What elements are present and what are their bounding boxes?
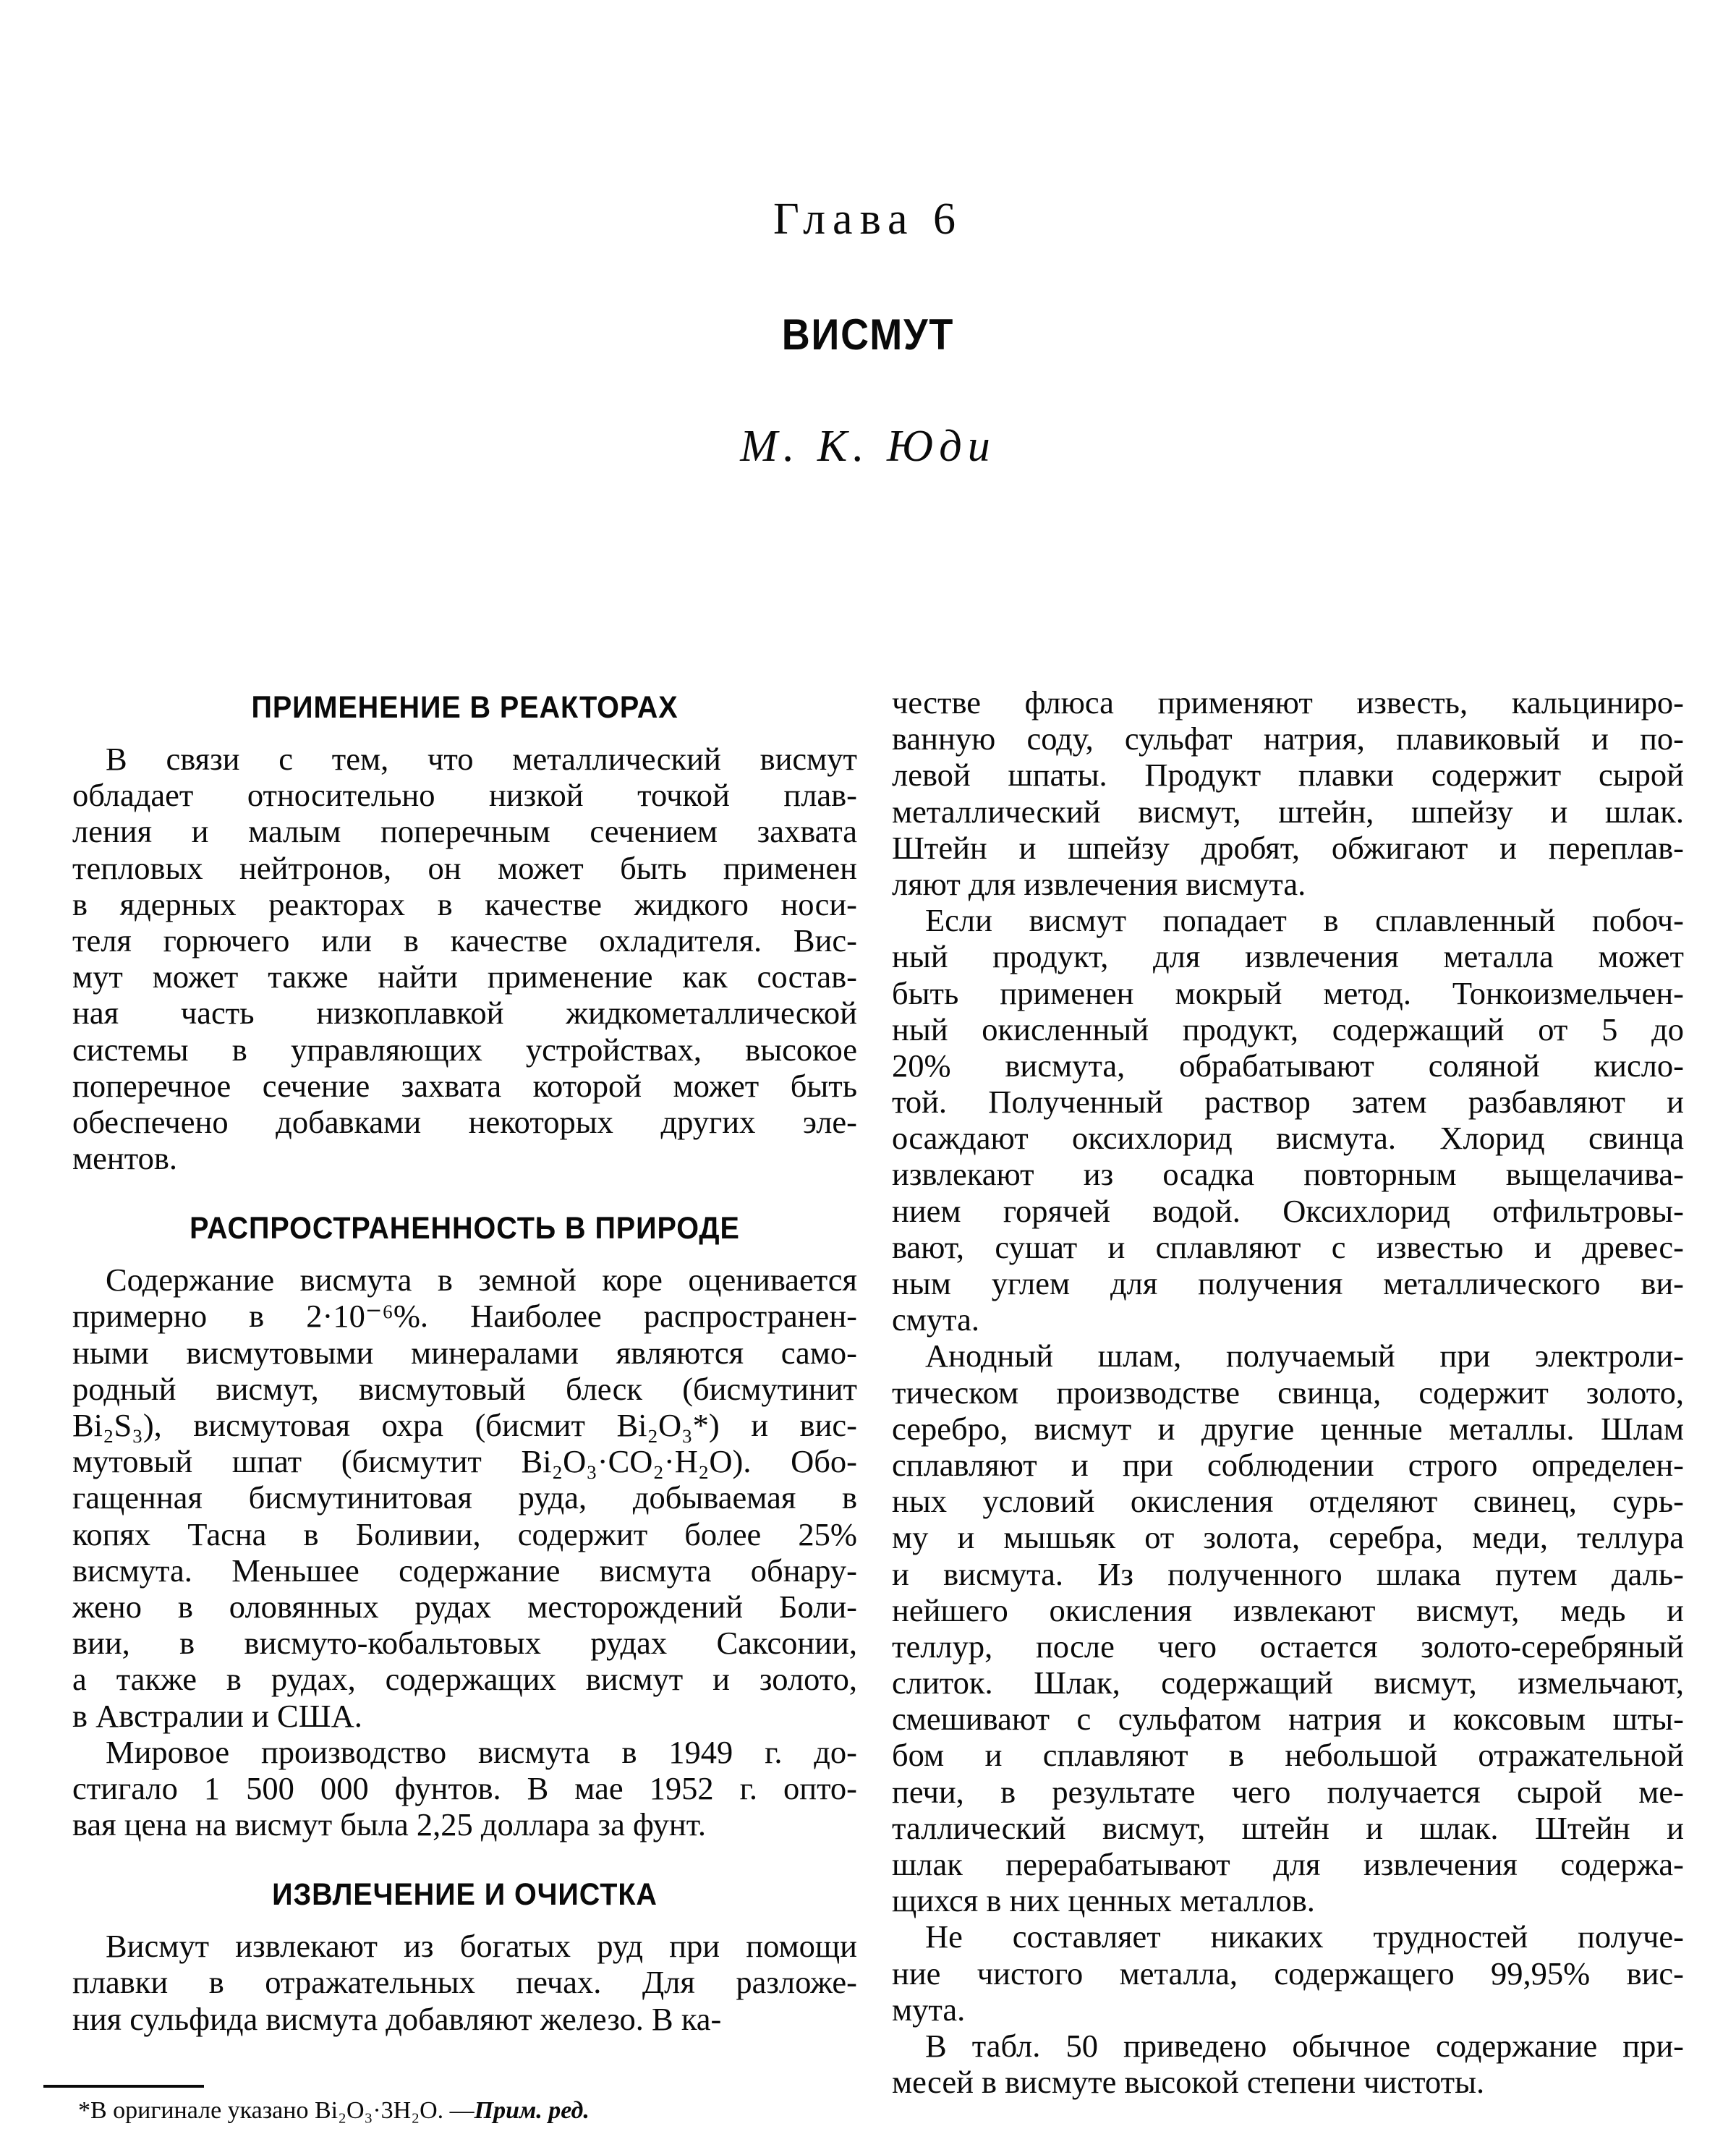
- text-line: тепловых нейтронов, он может быть применен: [72, 849, 857, 886]
- footnote-divider: [43, 2085, 204, 2088]
- chapter-author: М. К. Юди: [740, 422, 996, 471]
- text-line: печи, в результате чего получается сырой ме-: [892, 1773, 1684, 1810]
- text-line: Если висмут попадает в сплавленный побоч-: [925, 902, 1684, 939]
- section: [72, 684, 857, 1176]
- text-line: мут может также найти применение как состав-: [72, 958, 857, 995]
- text-line: примерно в 2·10⁻⁶%. Наиболее распространен-: [72, 1298, 857, 1335]
- paragraph: [72, 741, 857, 1176]
- text-line: Штейн и шпейзу дробят, обжигают и переплав-: [892, 829, 1684, 866]
- section-heading: ПРИМЕНЕНИЕ В РЕАКТОРАХ: [251, 690, 678, 725]
- paragraph: [72, 1734, 857, 1843]
- footnote-marker: *: [78, 2097, 90, 2124]
- section: [72, 1842, 857, 2037]
- text-line: жено в оловянных рудах месторождений Боли-: [72, 1588, 857, 1625]
- text-line: Не составляет никаких трудностей получе-: [925, 1918, 1684, 1955]
- paragraph: [892, 2028, 1684, 2100]
- footnote-editor-note: Прим. ред.: [474, 2097, 590, 2124]
- text-line: поперечное сечение захвата которой может быть: [72, 1067, 857, 1104]
- text-line: Bi₂S₃), висмутовая охра (бисмит Bi₂O₃*) и вис-: [72, 1407, 857, 1443]
- text-line: копях Тасна в Боливии, содержит более 25%: [72, 1516, 857, 1552]
- text-line: ления и малым поперечным сечением захвата: [72, 813, 857, 850]
- text-line: ный окисленный продукт, содержащий от 5 до: [892, 1011, 1684, 1047]
- text-line: осаждают оксихлорид висмута. Хлорид свинца: [892, 1120, 1684, 1157]
- text-line: плавки в отражательных печах. Для разложе-: [72, 1964, 857, 2001]
- section-spacer: [72, 1842, 857, 1871]
- text-line: В табл. 50 приведено обычное содержание при-: [925, 2027, 1684, 2064]
- text-line: честве флюса применяют известь, кальциниро-: [892, 684, 1684, 720]
- text-line: системы в управляющих устройствах, высокое: [72, 1031, 857, 1068]
- text-line: металлический висмут, штейн, шпейзу и шлак.: [892, 793, 1684, 830]
- footnote-text: В оригинале указано Bi₂O₃·3H₂O. —: [90, 2097, 475, 2124]
- section-spacer: [72, 1176, 857, 1205]
- paragraph: [72, 1262, 857, 1733]
- text-line: серебро, висмут и другие ценные металлы. Шлам: [892, 1410, 1684, 1447]
- heading-spacer: [72, 1251, 857, 1262]
- text-line: вая цена на висмут была 2,25 доллара за фунт.: [72, 1806, 706, 1843]
- text-line: сплавляют и при соблюдении строго определен-: [892, 1446, 1684, 1483]
- text-line: шлак перерабатывают для извлечения содержа-: [892, 1846, 1684, 1882]
- text-line: ным углем для получения металлического ви-: [892, 1265, 1684, 1301]
- text-line: вают, сушат и сплавляют с известью и древес-: [892, 1228, 1684, 1265]
- text-line: ванную соду, сульфат натрия, плавиковый и по-: [892, 720, 1684, 757]
- text-line: родный висмут, висмутовый блеск (бисмутинит: [72, 1370, 857, 1407]
- text-line: быть применен мокрый метод. Тонкоизмельчен-: [892, 974, 1684, 1011]
- paragraph: [892, 902, 1684, 1338]
- text-line: а также в рудах, содержащих висмут и золото,: [72, 1661, 857, 1698]
- section: [72, 1176, 857, 1842]
- text-line: бом и сплавляют в небольшой отражательной: [892, 1737, 1684, 1774]
- text-line: в Австралии и США.: [72, 1697, 362, 1734]
- text-line: гащенная бисмутинитовая руда, добываемая в: [72, 1479, 857, 1516]
- text-line: ментов.: [72, 1140, 177, 1177]
- text-line: смешивают с сульфатом натрия и коксовым шты-: [892, 1701, 1684, 1738]
- text-line: ние чистого металла, содержащего 99,95% вис-: [892, 1955, 1684, 1991]
- text-line: Содержание висмута в земной коре оценивается: [106, 1262, 857, 1298]
- text-line: нием горячей водой. Оксихлорид отфильтровы-: [892, 1192, 1684, 1229]
- paragraph: [72, 1928, 857, 2037]
- text-line: вии, в висмуто-кобальтовых рудах Саксонии,: [72, 1625, 857, 1662]
- text-line: Висмут извлекают из богатых руд при помощи: [106, 1928, 857, 1965]
- right-column: [892, 684, 1684, 2100]
- text-line: ных условий окисления отделяют свинец, сурь-: [892, 1483, 1684, 1520]
- text-line: му и мышьяк от золота, серебра, меди, теллура: [892, 1519, 1684, 1556]
- text-line: слиток. Шлак, содержащий висмут, измельчают,: [892, 1665, 1684, 1701]
- text-line: ными висмутовыми минералами являются само-: [72, 1334, 857, 1371]
- text-line: ния сульфида висмута добавляют железо. В ка-: [72, 2000, 722, 2037]
- chapter-title: ВИСМУТ: [781, 310, 955, 359]
- paragraph: [892, 1338, 1684, 1918]
- text-line: месей в висмуте высокой степени чистоты.: [892, 2064, 1485, 2101]
- text-line: ная часть низкоплавкой жидкометаллической: [72, 995, 857, 1032]
- text-line: тическом производстве свинца, содержит золото,: [892, 1374, 1684, 1411]
- paragraph: [892, 1918, 1684, 2028]
- text-line: смута.: [892, 1301, 980, 1338]
- section-heading: РАСПРОСТРАНЕННОСТЬ В ПРИРОДЕ: [190, 1211, 740, 1246]
- text-line: ный продукт, для извлечения металла может: [892, 938, 1684, 975]
- text-line: 20% висмута, обрабатывают соляной кисло-: [892, 1047, 1684, 1084]
- paragraph: [892, 684, 1684, 902]
- text-line: извлекают из осадка повторным выщелачива-: [892, 1156, 1684, 1193]
- text-line: висмута. Меньшее содержание висмута обнару-: [72, 1552, 857, 1589]
- text-line: ляют для извлечения висмута.: [892, 865, 1306, 902]
- text-line: теля горючего или в качестве охладителя. Вис-: [72, 922, 857, 958]
- text-line: обеспечено добавками некоторых других эле-: [72, 1103, 857, 1140]
- text-line: и висмута. Из полученного шлака путем даль-: [892, 1555, 1684, 1592]
- left-column: [72, 684, 857, 2037]
- text-line: Анодный шлам, получаемый при электроли-: [925, 1338, 1684, 1374]
- text-line: теллур, после чего остается золото-серебряный: [892, 1628, 1684, 1665]
- text-line: стигало 1 500 000 фунтов. В мае 1952 г. опто-: [72, 1769, 857, 1806]
- text-line: щихся в них ценных металлов.: [892, 1882, 1315, 1919]
- chapter-number: Глава 6: [773, 195, 963, 244]
- section-heading: ИЗВЛЕЧЕНИЕ И ОЧИСТКА: [272, 1877, 658, 1913]
- text-line: В связи с тем, что металлический висмут: [106, 741, 857, 777]
- text-line: таллический висмут, штейн и шлак. Штейн и: [892, 1809, 1684, 1846]
- text-line: мутовый шпат (бисмутит Bi₂O₃·CO₂·H₂O). Обо-: [72, 1443, 857, 1480]
- heading-spacer: [72, 1918, 857, 1928]
- text-line: нейшего окисления извлекают висмут, медь и: [892, 1591, 1684, 1628]
- text-line: в ядерных реакторах в качестве жидкого носи-: [72, 885, 857, 922]
- footnote: [78, 2096, 590, 2125]
- heading-spacer: [72, 731, 857, 741]
- text-line: мута.: [892, 1991, 966, 2028]
- text-line: той. Полученный раствор затем разбавляют и: [892, 1084, 1684, 1121]
- text-line: левой шпаты. Продукт плавки содержит сырой: [892, 757, 1684, 794]
- text-line: обладает относительно низкой точкой плав-: [72, 777, 857, 814]
- text-line: Мировое производство висмута в 1949 г. до-: [106, 1733, 857, 1770]
